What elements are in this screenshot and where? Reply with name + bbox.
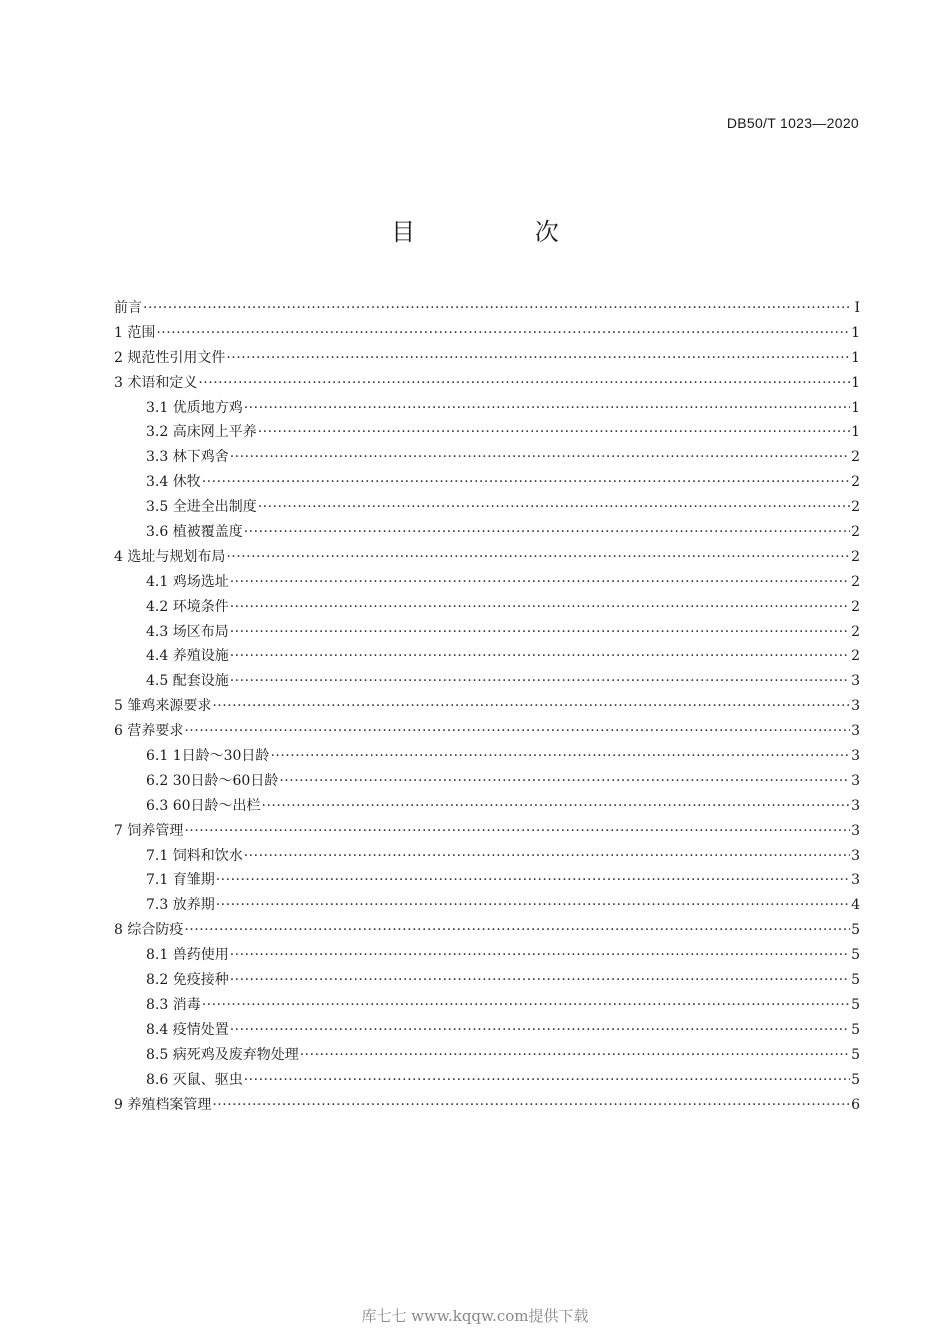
toc-entry[interactable] bbox=[114, 596, 860, 621]
toc-dot-leader bbox=[184, 723, 850, 739]
toc-entry[interactable] bbox=[114, 745, 860, 770]
toc-entry-label: 4 选址与规划布局 bbox=[114, 548, 226, 565]
toc-entry[interactable] bbox=[114, 521, 860, 546]
toc-dot-leader bbox=[230, 947, 850, 963]
toc-entry-label: 4.4 养殖设施 bbox=[146, 648, 229, 665]
toc-entry[interactable] bbox=[114, 795, 860, 820]
toc-entry-label: 3.4 休牧 bbox=[146, 474, 201, 491]
toc-entry[interactable] bbox=[114, 670, 860, 695]
toc-entry-label: 7.1 育雏期 bbox=[146, 872, 215, 889]
toc-entry-label: 4.1 鸡场选址 bbox=[146, 573, 229, 590]
toc-entry-page: 3 bbox=[851, 772, 860, 789]
toc-entry-page: 3 bbox=[851, 797, 860, 814]
toc-entry-page: 1 bbox=[851, 424, 860, 441]
toc-entry[interactable] bbox=[114, 1044, 860, 1069]
toc-entry-page: 3 bbox=[851, 673, 860, 690]
toc-entry-page: 3 bbox=[851, 723, 860, 740]
toc-dot-leader bbox=[244, 524, 850, 540]
toc-dot-leader bbox=[230, 624, 850, 640]
toc-dot-leader bbox=[279, 773, 850, 789]
toc-entry-label: 4.3 场区布局 bbox=[146, 623, 229, 640]
toc-entry-page: 5 bbox=[851, 996, 860, 1013]
toc-dot-leader bbox=[226, 350, 850, 366]
toc-entry-page: 5 bbox=[851, 947, 860, 964]
toc-entry-label: 1 范围 bbox=[114, 324, 156, 341]
toc-dot-leader bbox=[198, 375, 850, 391]
toc-dot-leader bbox=[226, 549, 850, 565]
toc-entry-page: I bbox=[854, 300, 860, 316]
toc-entry[interactable] bbox=[114, 546, 860, 571]
toc-dot-leader bbox=[202, 474, 850, 490]
toc-entry-label: 7 饲养管理 bbox=[114, 822, 184, 839]
toc-entry[interactable] bbox=[114, 397, 860, 422]
toc-entry-page: 2 bbox=[851, 474, 860, 491]
toc-entry[interactable] bbox=[114, 919, 860, 944]
toc-entry-page: 2 bbox=[851, 548, 860, 565]
toc-dot-leader bbox=[184, 922, 850, 938]
toc-entry-label: 前言 bbox=[114, 300, 142, 316]
toc-entry-label: 6.3 60日龄～出栏 bbox=[146, 797, 261, 814]
toc-entry[interactable] bbox=[114, 446, 860, 471]
toc-entry[interactable] bbox=[114, 969, 860, 994]
toc-entry-page: 4 bbox=[851, 897, 860, 914]
toc-entry-label: 8.5 病死鸡及废弃物处理 bbox=[146, 1046, 299, 1063]
toc-entry[interactable] bbox=[114, 1019, 860, 1044]
toc-entry-page: 2 bbox=[851, 573, 860, 590]
toc-entry-label: 8.2 免疫接种 bbox=[146, 972, 229, 989]
toc-entry-label: 4.5 配套设施 bbox=[146, 673, 229, 690]
toc-entry-label: 6 营养要求 bbox=[114, 723, 184, 740]
toc-dot-leader bbox=[262, 798, 851, 814]
toc-entry-page: 5 bbox=[851, 922, 860, 939]
toc-entry-page: 1 bbox=[851, 374, 860, 391]
toc-entry-page: 5 bbox=[851, 1046, 860, 1063]
toc-entry[interactable] bbox=[114, 571, 860, 596]
toc-dot-leader bbox=[258, 424, 850, 440]
toc-entry-label: 8 综合防疫 bbox=[114, 922, 184, 939]
toc-dot-leader bbox=[244, 400, 850, 416]
toc-entry[interactable] bbox=[114, 770, 860, 795]
toc-dot-leader bbox=[156, 325, 850, 341]
toc-entry-label: 3 术语和定义 bbox=[114, 374, 198, 391]
toc-entry[interactable] bbox=[114, 869, 860, 894]
toc-entry-label: 9 养殖档案管理 bbox=[114, 1096, 212, 1113]
toc-dot-leader bbox=[143, 300, 851, 316]
toc-entry-page: 1 bbox=[851, 324, 860, 341]
toc-entry-label: 3.6 植被覆盖度 bbox=[146, 524, 243, 541]
toc-entry-page: 2 bbox=[851, 623, 860, 640]
toc-entry-label: 8.1 兽药使用 bbox=[146, 947, 229, 964]
toc-entry[interactable] bbox=[114, 347, 860, 372]
toc-dot-leader bbox=[202, 997, 850, 1013]
toc-dot-leader bbox=[230, 599, 850, 615]
toc-entry[interactable] bbox=[114, 421, 860, 446]
toc-entry[interactable] bbox=[114, 645, 860, 670]
toc-entry-page: 3 bbox=[851, 847, 860, 864]
toc-entry-page: 3 bbox=[851, 748, 860, 765]
toc-entry-label: 2 规范性引用文件 bbox=[114, 349, 226, 366]
toc-entry-label: 3.1 优质地方鸡 bbox=[146, 399, 243, 416]
toc-entry-page: 5 bbox=[851, 1071, 860, 1088]
toc-entry-page: 6 bbox=[851, 1096, 860, 1113]
toc-entry-page: 1 bbox=[851, 399, 860, 416]
toc-entry-label: 3.2 高床网上平养 bbox=[146, 424, 257, 441]
toc-entry[interactable] bbox=[114, 894, 860, 919]
toc-entry-page: 2 bbox=[851, 449, 860, 466]
toc-entry-page: 2 bbox=[851, 524, 860, 541]
toc-entry[interactable] bbox=[114, 1094, 860, 1119]
toc-entry-label: 6.2 30日龄～60日龄 bbox=[146, 772, 279, 789]
toc-entry-label: 6.1 1日龄～30日龄 bbox=[146, 748, 270, 765]
toc-dot-leader bbox=[230, 648, 850, 664]
toc-entry-label: 5 雏鸡来源要求 bbox=[114, 698, 212, 715]
toc-entry-label: 7.3 放养期 bbox=[146, 897, 215, 914]
toc-dot-leader bbox=[216, 897, 850, 913]
toc-entry[interactable] bbox=[114, 820, 860, 845]
toc-dot-leader bbox=[216, 872, 850, 888]
toc-dot-leader bbox=[244, 848, 850, 864]
toc-dot-leader bbox=[230, 449, 850, 465]
toc-entry-page: 2 bbox=[851, 648, 860, 665]
toc-entry-label: 4.2 环境条件 bbox=[146, 598, 229, 615]
toc-entry[interactable] bbox=[114, 322, 860, 347]
toc-entry-page: 5 bbox=[851, 972, 860, 989]
toc-dot-leader bbox=[184, 823, 850, 839]
toc-dot-leader bbox=[230, 1022, 850, 1038]
toc-entry[interactable] bbox=[114, 297, 860, 322]
toc-entry[interactable] bbox=[114, 471, 860, 496]
toc-entry[interactable] bbox=[114, 845, 860, 870]
toc-entry-page: 2 bbox=[851, 598, 860, 615]
toc-entry-page: 2 bbox=[851, 499, 860, 516]
toc-entry[interactable] bbox=[114, 496, 860, 521]
toc-dot-leader bbox=[258, 499, 850, 515]
toc-dot-leader bbox=[244, 1072, 850, 1088]
toc-entry[interactable] bbox=[114, 944, 860, 969]
toc-entry-page: 3 bbox=[851, 822, 860, 839]
toc-dot-leader bbox=[300, 1047, 850, 1063]
toc-entry[interactable] bbox=[114, 621, 860, 646]
toc-dot-leader bbox=[212, 1097, 850, 1113]
toc-entry[interactable] bbox=[114, 695, 860, 720]
toc-entry[interactable] bbox=[114, 372, 860, 397]
toc-entry-page: 3 bbox=[851, 698, 860, 715]
toc-entry-label: 3.5 全进全出制度 bbox=[146, 499, 257, 516]
toc-entry-label: 7.1 饲料和饮水 bbox=[146, 847, 243, 864]
toc-entry[interactable] bbox=[114, 720, 860, 745]
toc-entry-page: 5 bbox=[851, 1021, 860, 1038]
toc-dot-leader bbox=[230, 673, 850, 689]
toc-entry-label: 8.3 消毒 bbox=[146, 996, 201, 1013]
toc-entry-label: 8.4 疫情处置 bbox=[146, 1021, 229, 1038]
toc-title: 目 次 bbox=[391, 218, 615, 246]
table-of-contents bbox=[114, 297, 860, 1118]
toc-dot-leader bbox=[230, 972, 850, 988]
footer-watermark: 库七七 www.kqqw.com提供下载 bbox=[361, 1307, 589, 1325]
toc-dot-leader bbox=[230, 574, 850, 590]
document-code: DB50/T 1023—2020 bbox=[726, 115, 859, 131]
toc-entry[interactable] bbox=[114, 1069, 860, 1094]
toc-entry-label: 3.3 林下鸡舍 bbox=[146, 449, 229, 466]
toc-entry-page: 1 bbox=[851, 349, 860, 366]
toc-entry-label: 8.6 灭鼠、驱虫 bbox=[146, 1071, 243, 1088]
toc-dot-leader bbox=[270, 748, 850, 764]
toc-entry[interactable] bbox=[114, 994, 860, 1019]
toc-entry-page: 3 bbox=[851, 872, 860, 889]
toc-dot-leader bbox=[212, 698, 850, 714]
